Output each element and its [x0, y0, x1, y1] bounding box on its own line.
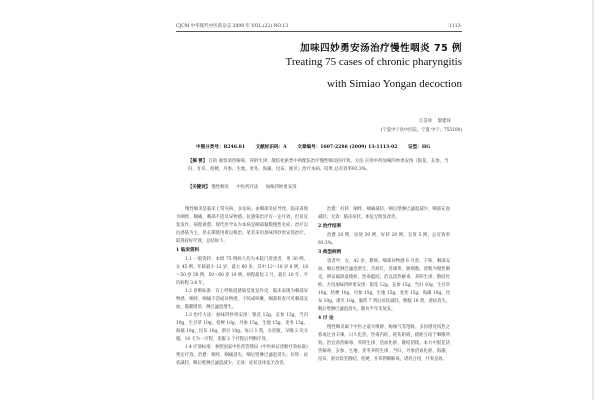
- document-code: 文献标识码：A: [255, 145, 287, 150]
- section-heading: 3 典型病例: [318, 250, 342, 255]
- doi-code: 证型：HG: [408, 145, 431, 150]
- body-paragraph: 慢性咽炎属于中医之虚火喉痹、梅核气等范畴。多因感受风热之邪或过食辛辣，日久化热，热毒内结，耗伤阴液，痰瘀互结于咽喉所致。治宜清热解毒、养阴生津、活血化瘀、散结消痰。本方中银花清热解毒，玄参、生地、麦冬养阴生津，当归、丹参活血化瘀，海藻、昆布、浙贝软坚散结，桔梗、甘草利咽解毒，诸药合用，共奏良效。: [318, 325, 450, 362]
- keyword: 慢性咽炎: [211, 185, 229, 190]
- english-title-line-1: Treating 75 cases of chronic pharyngitis: [285, 56, 462, 68]
- body-paragraph: 1.1 一般资料：本组 75 例病人均为本院门诊患者，男 30 例，女 45 例；年龄最小 12 岁，最大 60 岁，其中 12～18 岁 6 例，18～50 岁 50 例，50～60 岁 19 例。病程最短 2 月，最长 10 年，平均病程 3.8 年。: [176, 257, 308, 286]
- journal-info: CJCM 中华现代中医药杂志 2009 年 VOL.(22) NO.13: [176, 24, 288, 29]
- keyword: 中医药疗法: [236, 185, 259, 190]
- body-paragraph: 1.3 治疗方法：加味四妙勇安汤：银花 12g，玄参 15g，当归 10g，生甘草 10g，桔梗 10g，丹参 15g，生地 15g，麦冬 15g，海藻 10g，昆布 10g，浙贝 10g。每日 1 剂，水煎服，早晚 2 次分服。10 天为一疗程，连服 2 个疗程后判断疗效。: [176, 313, 308, 342]
- page-edge-shadow: [592, 0, 594, 400]
- section-heading: 4 讨 论: [318, 316, 334, 321]
- clc-number: 中图分类号：R246.81: [196, 145, 245, 150]
- body-paragraph: 治愈 20 例，显效 30 例，好转 20 例，无效 5 例，总有效率 93.3%。: [318, 233, 450, 246]
- author-name: 黎建珍: [437, 119, 451, 124]
- author-list: [176, 118, 451, 124]
- running-head: [176, 24, 462, 30]
- body-paragraph: 1.2 诊断标准：有上呼吸道感染反复发作史，临床表现为咽部异物感，咽痒、咽痛不适或异物感，干咳或咳嗽，咽部检查可见咽部充血、黏膜增厚、淋巴滤泡增生。: [176, 289, 308, 310]
- author-name: 万美珍: [418, 119, 433, 124]
- left-column: [176, 206, 308, 368]
- header-divider: [176, 31, 462, 32]
- english-title-line-2: with Simiao Yongan decoction: [326, 78, 462, 90]
- body-paragraph: 患者甲，女，42 岁，教师。咽部异物感 6 月余，干咳，咽部充血，咽后壁淋巴滤泡增生，舌质红，苔薄黄，脉细数。诊断为慢性咽炎。辨证属阴虚痰瘀，热毒蕴结。治以清热解毒、养阴生津、散结化瘀。方用加味四妙勇安汤：银花 12g，玄参 15g，当归 10g，生甘草 10g，桔梗 10g，丹参 15g，生地 15g，麦冬 15g，海藻 10g，昆布 10g，浙贝 10g。服药 7 剂后症状减轻，继服 10 剂，诸症消失，咽后壁淋巴滤泡消失，随访半年未复发。: [318, 259, 450, 312]
- section-heading: 1 临床资料: [176, 248, 200, 253]
- body-paragraph: 1.4 疗效标准：参照国家中医药管理局《中医病证诊断疗效标准》判定疗效。治愈：咽痒、咽痛消失，咽后壁淋巴滤泡消失；好转：症状减轻，咽后壁淋巴滤泡减少；无效：症状及体征无改善。: [176, 345, 308, 366]
- chinese-title: 加味四妙勇安汤治疗慢性咽炎 75 例: [300, 43, 462, 54]
- classification-line: [196, 144, 456, 150]
- page-number: -1113-: [447, 24, 462, 29]
- author-affiliation: (宁夏中宁县中医院，宁夏 中宁，755100): [380, 128, 462, 133]
- body-paragraph: 治愈：好转：咽痒、咽痛减轻，咽后壁淋巴滤泡减少，咽部充血减轻；无效：临床症状、体征无明显改善。: [318, 207, 450, 220]
- right-column: [318, 206, 450, 364]
- keywords-label: 【关键词】: [188, 185, 210, 190]
- abstract-text: 目的 观察清热解毒、养阴生津、散结化瘀类中药配伍治疗慢性咽炎的疗效。方法 应用中药加味四妙勇安汤（银花、玄参、当归、甘草、桔梗、丹参、生地、麦冬、海藻、昆布、浙贝）治疗本病。结果 总有效率93.3%。: [188, 159, 449, 172]
- article-number: 文章编号：1607-2286 (2009) 13-1113-02: [297, 145, 398, 150]
- abstract: [188, 158, 456, 174]
- intro-paragraph: 慢性咽炎是临床上常见病、多发病。由咽部炎症导致，临床表现为咽痒、咽痛、咽部不适及异物感。抗感染治疗有一定疗效，但易反复发作，病程难愈。现代医学认为本病是咽部黏膜慢性炎症。治疗以抗感染为主，但长期使用难以根治。笔者采用加味四妙勇安汤治疗，取得较好疗效，总结如下。: [176, 207, 308, 244]
- keyword: 加味四妙勇安汤: [265, 185, 297, 190]
- abstract-label: 【摘 要】: [188, 159, 208, 164]
- section-heading: 2 治疗结果: [318, 224, 342, 229]
- keywords: [188, 184, 456, 190]
